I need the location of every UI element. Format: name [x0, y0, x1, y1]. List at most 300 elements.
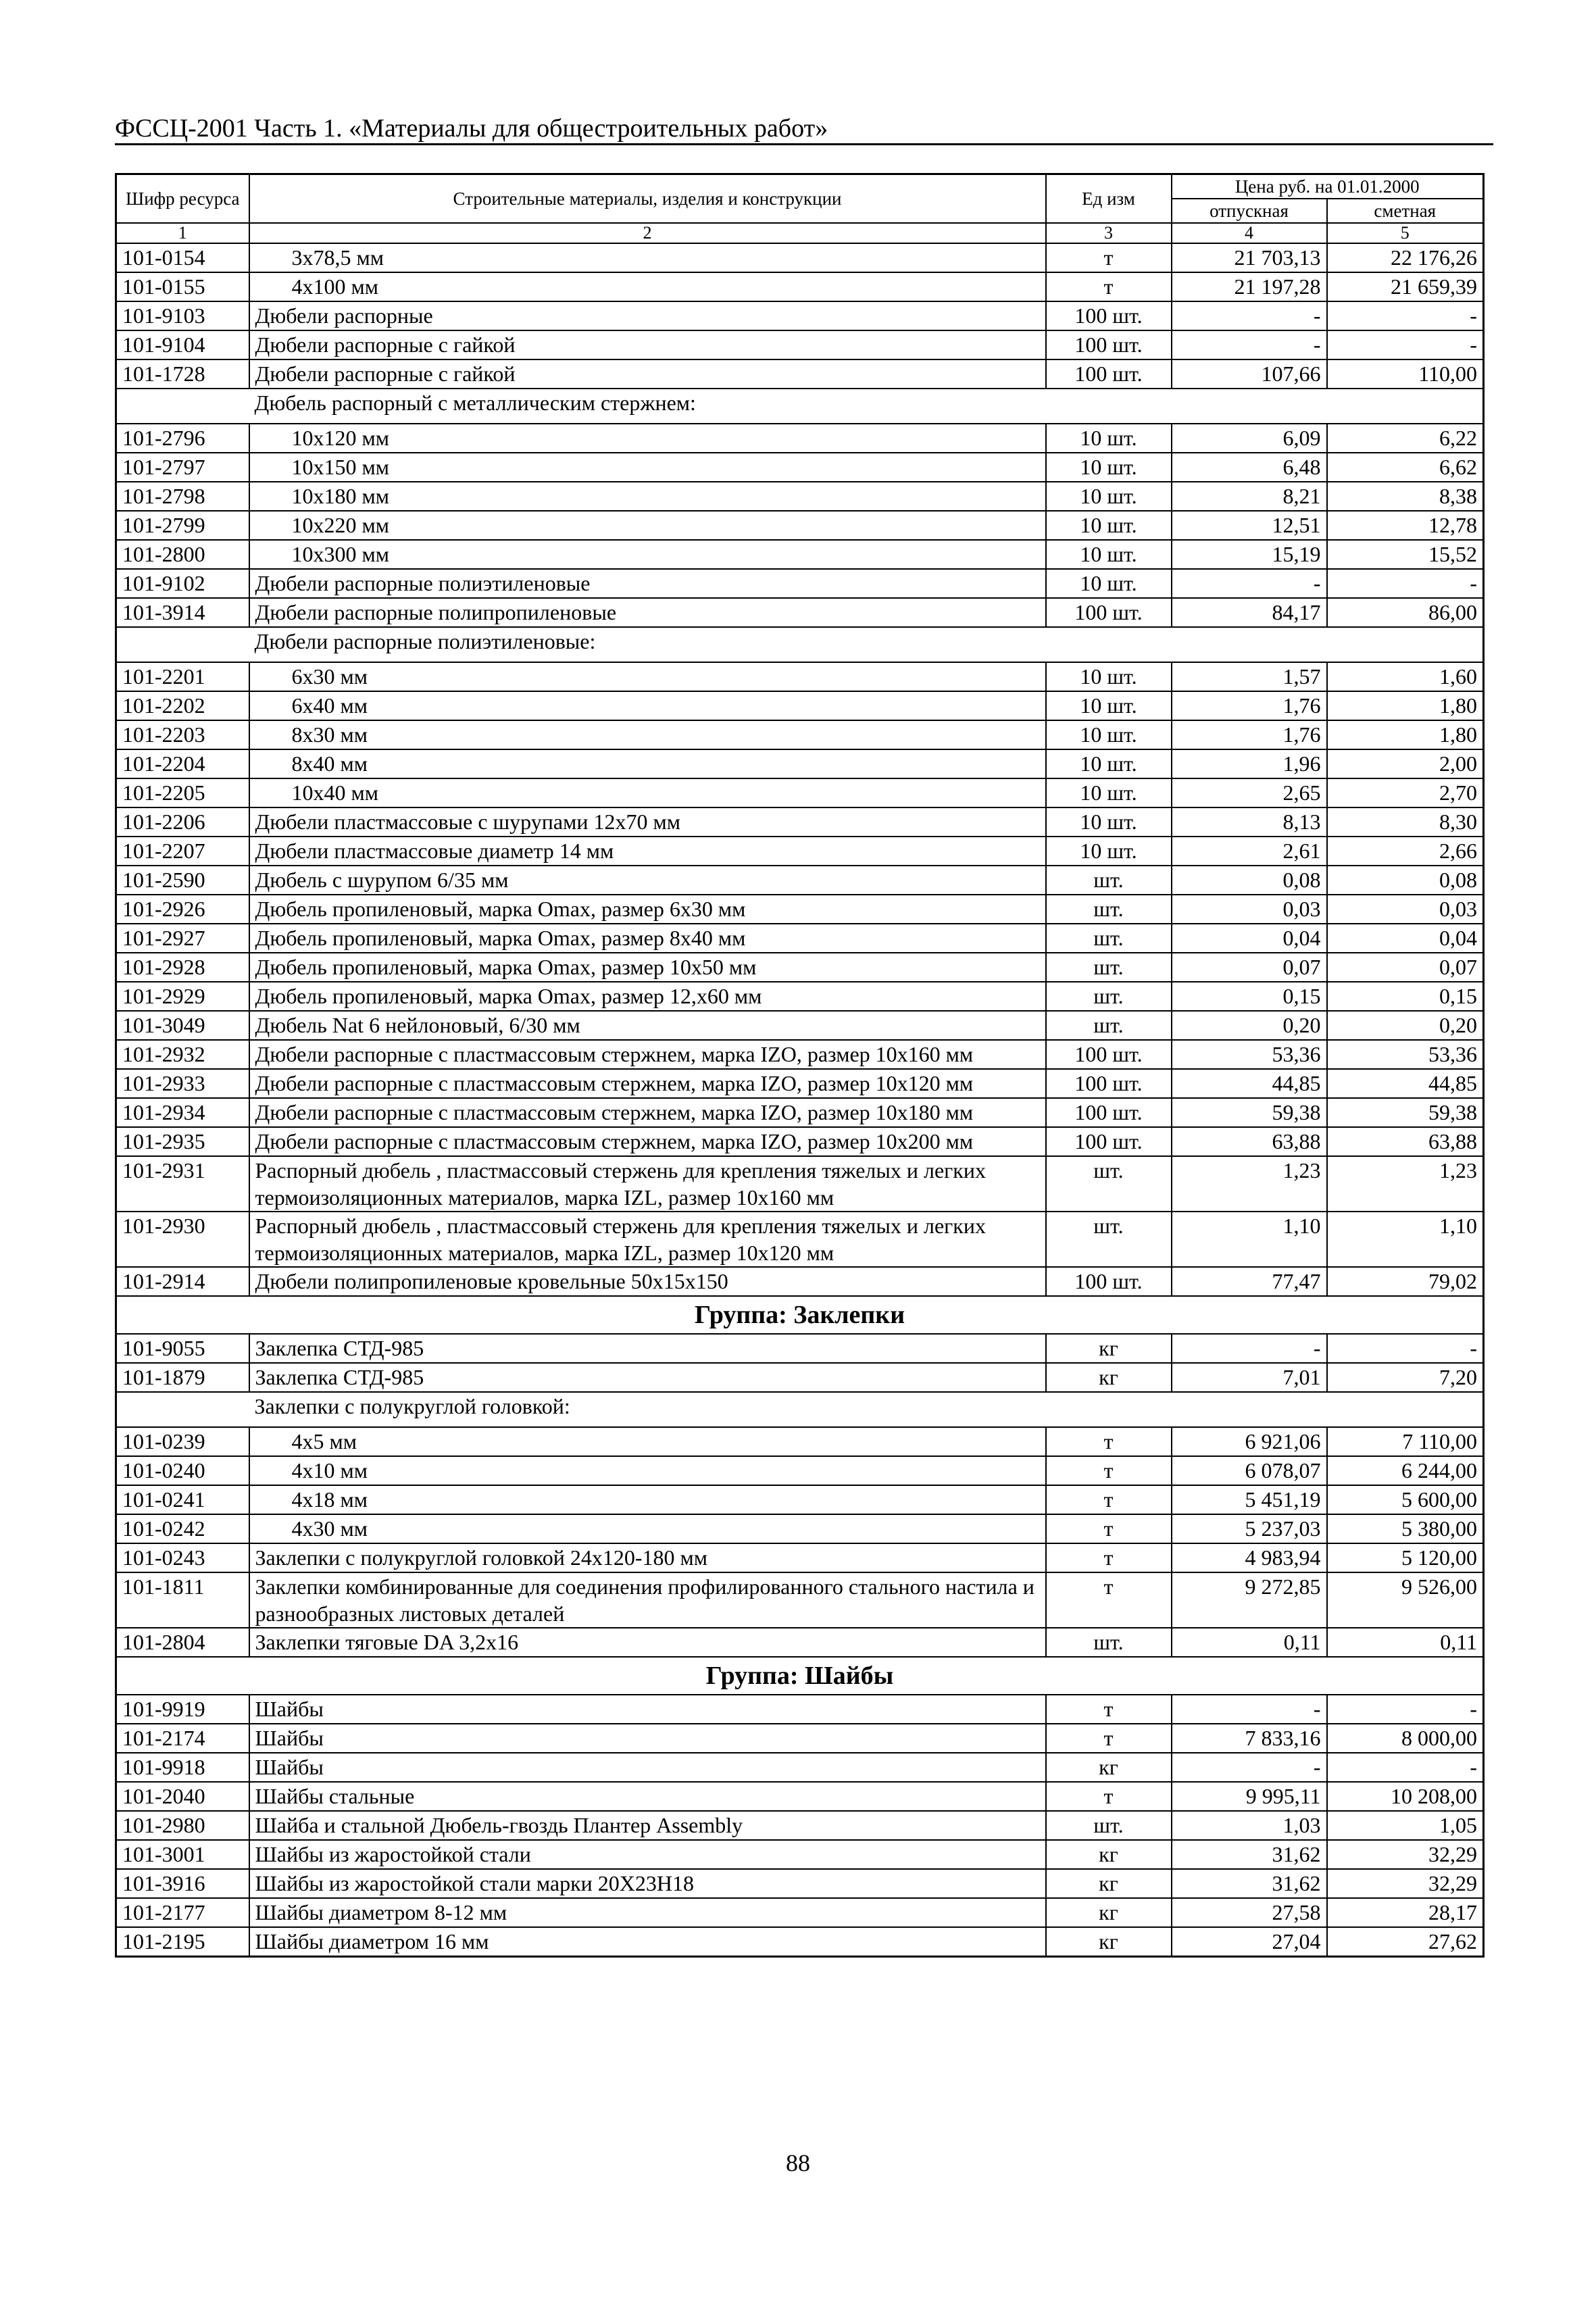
release-price: 6 078,07	[1172, 1456, 1327, 1485]
table-row	[116, 1098, 1484, 1127]
material-name: 3x78,5 мм	[249, 243, 1046, 272]
resource-code: 101-2929	[116, 982, 249, 1011]
unit: шт.	[1046, 982, 1172, 1011]
estimate-price: 21 659,39	[1327, 272, 1484, 301]
release-price: 31,62	[1172, 1869, 1327, 1898]
resource-code: 101-3001	[116, 1840, 249, 1869]
estimate-price: 2,66	[1327, 837, 1484, 866]
unit: т	[1046, 1456, 1172, 1485]
unit: т	[1046, 1543, 1172, 1572]
unit: шт.	[1046, 924, 1172, 953]
col-header-release: отпускная	[1172, 199, 1327, 223]
table-row	[116, 243, 1484, 272]
unit: т	[1046, 1782, 1172, 1811]
table-row	[116, 482, 1484, 511]
resource-code: 101-9055	[116, 1334, 249, 1363]
table-row	[116, 807, 1484, 837]
release-price: 0,08	[1172, 866, 1327, 895]
material-name: Заклепки с полукруглой головкой 24x120-180 мм	[249, 1543, 1046, 1572]
unit: шт.	[1046, 1628, 1172, 1657]
estimate-price: -	[1327, 1334, 1484, 1363]
resource-code: 101-2927	[116, 924, 249, 953]
release-price: 0,20	[1172, 1011, 1327, 1040]
table-row	[116, 1156, 1484, 1212]
unit: 10 шт.	[1046, 837, 1172, 866]
resource-code: 101-2931	[116, 1156, 249, 1212]
table-row	[116, 330, 1484, 359]
estimate-price: -	[1327, 330, 1484, 359]
unit: т	[1046, 1514, 1172, 1543]
release-price: 1,76	[1172, 691, 1327, 720]
col-header-price: Цена руб. на 01.01.2000	[1172, 174, 1484, 199]
unit: т	[1046, 1572, 1172, 1628]
table-row	[116, 540, 1484, 569]
resource-code: 101-3049	[116, 1011, 249, 1040]
col-header-estimate: сметная	[1327, 199, 1484, 223]
release-price: 77,47	[1172, 1267, 1327, 1296]
release-price: 12,51	[1172, 511, 1327, 540]
estimate-price: 15,52	[1327, 540, 1484, 569]
release-price: 31,62	[1172, 1840, 1327, 1869]
material-name: Дюбели распорные с пластмассовым стержнем, марка IZO, размер 10x180 мм	[249, 1098, 1046, 1127]
material-name: 6x40 мм	[249, 691, 1046, 720]
unit: 10 шт.	[1046, 540, 1172, 569]
resource-code: 101-2796	[116, 424, 249, 453]
subheading: Заклепки с полукруглой головкой:	[249, 1392, 1484, 1427]
release-price: -	[1172, 569, 1327, 598]
estimate-price: 6 244,00	[1327, 1456, 1484, 1485]
estimate-price: 22 176,26	[1327, 243, 1484, 272]
empty-cell	[116, 627, 249, 662]
material-name: 4x30 мм	[249, 1514, 1046, 1543]
estimate-price: 0,07	[1327, 953, 1484, 982]
material-name: 10x300 мм	[249, 540, 1046, 569]
unit: шт.	[1046, 895, 1172, 924]
material-name: Дюбели пластмассовые с шурупами 12x70 мм	[249, 807, 1046, 837]
unit: т	[1046, 1485, 1172, 1514]
material-name: Шайбы диаметром 16 мм	[249, 1927, 1046, 1957]
estimate-price: 9 526,00	[1327, 1572, 1484, 1628]
table-row	[116, 1069, 1484, 1098]
table-body	[116, 243, 1484, 1957]
material-name: 10x220 мм	[249, 511, 1046, 540]
unit: т	[1046, 1724, 1172, 1753]
unit: 100 шт.	[1046, 1127, 1172, 1156]
col-number: 5	[1327, 223, 1484, 243]
col-header-name: Строительные материалы, изделия и конструкции	[249, 174, 1046, 224]
table-row	[116, 511, 1484, 540]
release-price: 7,01	[1172, 1363, 1327, 1392]
release-price: -	[1172, 1753, 1327, 1782]
material-name: 10x120 мм	[249, 424, 1046, 453]
unit: шт.	[1046, 866, 1172, 895]
resource-code: 101-9102	[116, 569, 249, 598]
table-row	[116, 1334, 1484, 1363]
estimate-price: 12,78	[1327, 511, 1484, 540]
release-price: 1,03	[1172, 1811, 1327, 1840]
resource-code: 101-2914	[116, 1267, 249, 1296]
estimate-price: 0,08	[1327, 866, 1484, 895]
material-name: Дюбель пропиленовый, марка Omax, размер 10x50 мм	[249, 953, 1046, 982]
estimate-price: 86,00	[1327, 598, 1484, 627]
release-price: 0,11	[1172, 1628, 1327, 1657]
material-name: Дюбели распорные	[249, 301, 1046, 330]
estimate-price: 79,02	[1327, 1267, 1484, 1296]
release-price: 0,03	[1172, 895, 1327, 924]
estimate-price: -	[1327, 1695, 1484, 1724]
material-name: 4x18 мм	[249, 1485, 1046, 1514]
resource-code: 101-2590	[116, 866, 249, 895]
material-name: Распорный дюбель , пластмассовый стержень для крепления тяжелых и легких термоизоляционных материалов, марка IZL, размер 10x120 мм	[249, 1212, 1046, 1267]
release-price: -	[1172, 1334, 1327, 1363]
table-row	[116, 866, 1484, 895]
estimate-price: 59,38	[1327, 1098, 1484, 1127]
table-row	[116, 1724, 1484, 1753]
unit: 10 шт.	[1046, 720, 1172, 749]
unit: шт.	[1046, 1156, 1172, 1212]
estimate-price: 0,20	[1327, 1011, 1484, 1040]
material-name: 4x5 мм	[249, 1427, 1046, 1456]
resource-code: 101-0154	[116, 243, 249, 272]
release-price: 0,15	[1172, 982, 1327, 1011]
estimate-price: 28,17	[1327, 1898, 1484, 1927]
material-name: Шайбы из жаростойкой стали	[249, 1840, 1046, 1869]
resource-code: 101-3914	[116, 598, 249, 627]
material-name: Распорный дюбель , пластмассовый стержень для крепления тяжелых и легких термоизоляционных материалов, марка IZL, размер 10x160 мм	[249, 1156, 1046, 1212]
unit: 10 шт.	[1046, 749, 1172, 778]
table-row	[116, 1869, 1484, 1898]
table-row	[116, 1011, 1484, 1040]
resource-code: 101-2201	[116, 662, 249, 691]
resource-code: 101-0243	[116, 1543, 249, 1572]
subheading: Дюбели распорные полиэтиленовые:	[249, 627, 1484, 662]
table-row	[116, 1811, 1484, 1840]
subheading-row	[116, 1392, 1484, 1427]
resource-code: 101-2935	[116, 1127, 249, 1156]
table-row	[116, 1040, 1484, 1069]
unit: 10 шт.	[1046, 482, 1172, 511]
release-price: 1,76	[1172, 720, 1327, 749]
empty-cell	[116, 1392, 249, 1427]
material-name: 8x30 мм	[249, 720, 1046, 749]
unit: 100 шт.	[1046, 1040, 1172, 1069]
release-price: 8,21	[1172, 482, 1327, 511]
estimate-price: 1,60	[1327, 662, 1484, 691]
release-price: 7 833,16	[1172, 1724, 1327, 1753]
estimate-price: 5 120,00	[1327, 1543, 1484, 1572]
unit: шт.	[1046, 1212, 1172, 1267]
resource-code: 101-2798	[116, 482, 249, 511]
resource-code: 101-2205	[116, 778, 249, 807]
table-row	[116, 424, 1484, 453]
table-row	[116, 1753, 1484, 1782]
resource-code: 101-2934	[116, 1098, 249, 1127]
material-name: 4x100 мм	[249, 272, 1046, 301]
estimate-price: 1,80	[1327, 691, 1484, 720]
unit: 10 шт.	[1046, 569, 1172, 598]
estimate-price: 0,15	[1327, 982, 1484, 1011]
table-row	[116, 924, 1484, 953]
material-name: Шайбы из жаростойкой стали марки 20Х23Н18	[249, 1869, 1046, 1898]
resource-code: 101-1879	[116, 1363, 249, 1392]
table-row	[116, 749, 1484, 778]
material-name: Шайбы	[249, 1695, 1046, 1724]
group-row	[116, 1657, 1484, 1695]
unit: т	[1046, 243, 1172, 272]
unit: кг	[1046, 1334, 1172, 1363]
estimate-price: 5 380,00	[1327, 1514, 1484, 1543]
release-price: 9 995,11	[1172, 1782, 1327, 1811]
material-name: Шайбы	[249, 1724, 1046, 1753]
resource-code: 101-2933	[116, 1069, 249, 1098]
unit: 10 шт.	[1046, 424, 1172, 453]
estimate-price: 8,38	[1327, 482, 1484, 511]
material-name: Дюбели полипропиленовые кровельные 50x15x150	[249, 1267, 1046, 1296]
subheading: Дюбель распорный с металлическим стержнем:	[249, 389, 1484, 424]
material-name: Дюбели распорные с гайкой	[249, 330, 1046, 359]
release-price: 4 983,94	[1172, 1543, 1327, 1572]
table-row	[116, 720, 1484, 749]
resource-code: 101-2207	[116, 837, 249, 866]
release-price: -	[1172, 301, 1327, 330]
unit: 10 шт.	[1046, 453, 1172, 482]
material-name: Дюбели распорные с пластмассовым стержнем, марка IZO, размер 10x200 мм	[249, 1127, 1046, 1156]
table-row	[116, 1127, 1484, 1156]
price-table	[115, 173, 1485, 1958]
release-price: 0,07	[1172, 953, 1327, 982]
release-price: 0,04	[1172, 924, 1327, 953]
header-rule	[115, 143, 1493, 145]
table-row	[116, 1927, 1484, 1957]
table-row	[116, 301, 1484, 330]
material-name: 6x30 мм	[249, 662, 1046, 691]
table-row	[116, 1363, 1484, 1392]
unit: 100 шт.	[1046, 330, 1172, 359]
unit: 100 шт.	[1046, 1069, 1172, 1098]
col-number: 4	[1172, 223, 1327, 243]
material-name: 10x150 мм	[249, 453, 1046, 482]
material-name: 8x40 мм	[249, 749, 1046, 778]
resource-code: 101-2930	[116, 1212, 249, 1267]
estimate-price: -	[1327, 301, 1484, 330]
unit: кг	[1046, 1840, 1172, 1869]
estimate-price: 1,05	[1327, 1811, 1484, 1840]
table-row	[116, 1840, 1484, 1869]
estimate-price: 8 000,00	[1327, 1724, 1484, 1753]
resource-code: 101-9103	[116, 301, 249, 330]
estimate-price: 5 600,00	[1327, 1485, 1484, 1514]
resource-code: 101-2202	[116, 691, 249, 720]
estimate-price: 27,62	[1327, 1927, 1484, 1957]
table-row	[116, 1485, 1484, 1514]
material-name: Заклепка СТД-985	[249, 1363, 1046, 1392]
table-row	[116, 1514, 1484, 1543]
resource-code: 101-2980	[116, 1811, 249, 1840]
unit: 100 шт.	[1046, 301, 1172, 330]
estimate-price: 6,62	[1327, 453, 1484, 482]
estimate-price: 0,11	[1327, 1628, 1484, 1657]
release-price: 53,36	[1172, 1040, 1327, 1069]
table-row	[116, 1628, 1484, 1657]
release-price: -	[1172, 1695, 1327, 1724]
estimate-price: 32,29	[1327, 1869, 1484, 1898]
unit: 10 шт.	[1046, 778, 1172, 807]
group-title: Группа: Шайбы	[116, 1657, 1484, 1695]
unit: 10 шт.	[1046, 662, 1172, 691]
material-name: Дюбели распорные полиэтиленовые	[249, 569, 1046, 598]
resource-code: 101-2928	[116, 953, 249, 982]
release-price: 6 921,06	[1172, 1427, 1327, 1456]
col-header-unit: Ед изм	[1046, 174, 1172, 224]
material-name: Заклепки тяговые DA 3,2x16	[249, 1628, 1046, 1657]
release-price: 8,13	[1172, 807, 1327, 837]
resource-code: 101-3916	[116, 1869, 249, 1898]
release-price: 5 237,03	[1172, 1514, 1327, 1543]
material-name: Дюбели распорные с пластмассовым стержнем, марка IZO, размер 10x120 мм	[249, 1069, 1046, 1098]
subheading-row	[116, 389, 1484, 424]
resource-code: 101-9104	[116, 330, 249, 359]
estimate-price: 0,04	[1327, 924, 1484, 953]
resource-code: 101-1811	[116, 1572, 249, 1628]
table-row	[116, 359, 1484, 389]
estimate-price: 1,10	[1327, 1212, 1484, 1267]
resource-code: 101-2174	[116, 1724, 249, 1753]
unit: т	[1046, 272, 1172, 301]
col-number: 1	[116, 223, 249, 243]
unit: 10 шт.	[1046, 807, 1172, 837]
release-price: 1,23	[1172, 1156, 1327, 1212]
release-price: 6,09	[1172, 424, 1327, 453]
estimate-price: 32,29	[1327, 1840, 1484, 1869]
material-name: Дюбели пластмассовые диаметр 14 мм	[249, 837, 1046, 866]
running-header: ФССЦ-2001 Часть 1. «Материалы для общестроительных работ»	[115, 114, 828, 143]
estimate-price: 63,88	[1327, 1127, 1484, 1156]
col-header-code: Шифр ресурса	[116, 174, 249, 224]
unit: шт.	[1046, 953, 1172, 982]
unit: 100 шт.	[1046, 1267, 1172, 1296]
table-row	[116, 1267, 1484, 1296]
resource-code: 101-2804	[116, 1628, 249, 1657]
estimate-price: 7,20	[1327, 1363, 1484, 1392]
release-price: 15,19	[1172, 540, 1327, 569]
release-price: 27,58	[1172, 1898, 1327, 1927]
release-price: 5 451,19	[1172, 1485, 1327, 1514]
resource-code: 101-2799	[116, 511, 249, 540]
material-name: Дюбели распорные полипропиленовые	[249, 598, 1046, 627]
release-price: 1,57	[1172, 662, 1327, 691]
material-name: Дюбель Nat 6 нейлоновый, 6/30 мм	[249, 1011, 1046, 1040]
resource-code: 101-2932	[116, 1040, 249, 1069]
group-title: Группа: Заклепки	[116, 1296, 1484, 1334]
table-row	[116, 1782, 1484, 1811]
table-row	[116, 569, 1484, 598]
unit: кг	[1046, 1869, 1172, 1898]
material-name: Дюбель пропиленовый, марка Omax, размер 6x30 мм	[249, 895, 1046, 924]
table-row	[116, 837, 1484, 866]
release-price: 1,96	[1172, 749, 1327, 778]
unit: кг	[1046, 1363, 1172, 1392]
resource-code: 101-0241	[116, 1485, 249, 1514]
resource-code: 101-0240	[116, 1456, 249, 1485]
resource-code: 101-0242	[116, 1514, 249, 1543]
estimate-price: 10 208,00	[1327, 1782, 1484, 1811]
subheading-row	[116, 627, 1484, 662]
resource-code: 101-0155	[116, 272, 249, 301]
unit: кг	[1046, 1753, 1172, 1782]
release-price: 21 703,13	[1172, 243, 1327, 272]
material-name: 4x10 мм	[249, 1456, 1046, 1485]
unit: 10 шт.	[1046, 691, 1172, 720]
table-row	[116, 1427, 1484, 1456]
empty-cell	[116, 389, 249, 424]
material-name: Заклепки комбинированные для соединения профилированного стального настила и разнообразных листовых деталей	[249, 1572, 1046, 1628]
estimate-price: 8,30	[1327, 807, 1484, 837]
estimate-price: 0,03	[1327, 895, 1484, 924]
release-price: 107,66	[1172, 359, 1327, 389]
unit: кг	[1046, 1898, 1172, 1927]
release-price: 63,88	[1172, 1127, 1327, 1156]
release-price: 2,61	[1172, 837, 1327, 866]
unit: 10 шт.	[1046, 511, 1172, 540]
resource-code: 101-9918	[116, 1753, 249, 1782]
release-price: 21 197,28	[1172, 272, 1327, 301]
material-name: Дюбель пропиленовый, марка Omax, размер 12,x60 мм	[249, 982, 1046, 1011]
group-row	[116, 1296, 1484, 1334]
unit: шт.	[1046, 1011, 1172, 1040]
resource-code: 101-2800	[116, 540, 249, 569]
release-price: 59,38	[1172, 1098, 1327, 1127]
resource-code: 101-2204	[116, 749, 249, 778]
estimate-price: 1,23	[1327, 1156, 1484, 1212]
col-number: 2	[249, 223, 1046, 243]
resource-code: 101-2195	[116, 1927, 249, 1957]
estimate-price: 7 110,00	[1327, 1427, 1484, 1456]
estimate-price: 44,85	[1327, 1069, 1484, 1098]
page-number: 88	[786, 2149, 810, 2176]
material-name: Шайба и стальной Дюбель-гвоздь Плантер Assembly	[249, 1811, 1046, 1840]
unit: т	[1046, 1695, 1172, 1724]
estimate-price: 2,00	[1327, 749, 1484, 778]
release-price: 1,10	[1172, 1212, 1327, 1267]
material-name: 10x180 мм	[249, 482, 1046, 511]
release-price: 84,17	[1172, 598, 1327, 627]
estimate-price: 110,00	[1327, 359, 1484, 389]
resource-code: 101-2203	[116, 720, 249, 749]
estimate-price: 6,22	[1327, 424, 1484, 453]
material-name: Дюбель с шурупом 6/35 мм	[249, 866, 1046, 895]
unit: 100 шт.	[1046, 598, 1172, 627]
table-row	[116, 953, 1484, 982]
resource-code: 101-1728	[116, 359, 249, 389]
material-name: Дюбели распорные с гайкой	[249, 359, 1046, 389]
material-name: Дюбели распорные с пластмассовым стержнем, марка IZO, размер 10x160 мм	[249, 1040, 1046, 1069]
estimate-price: -	[1327, 1753, 1484, 1782]
table-row	[116, 1212, 1484, 1267]
release-price: 44,85	[1172, 1069, 1327, 1098]
table-row	[116, 272, 1484, 301]
table-row	[116, 982, 1484, 1011]
table-row	[116, 1572, 1484, 1628]
resource-code: 101-2206	[116, 807, 249, 837]
unit: т	[1046, 1427, 1172, 1456]
material-name: Заклепка СТД-985	[249, 1334, 1046, 1363]
resource-code: 101-2926	[116, 895, 249, 924]
material-name: Шайбы стальные	[249, 1782, 1046, 1811]
resource-code: 101-2797	[116, 453, 249, 482]
estimate-price: 2,70	[1327, 778, 1484, 807]
estimate-price: 53,36	[1327, 1040, 1484, 1069]
unit: кг	[1046, 1927, 1172, 1957]
